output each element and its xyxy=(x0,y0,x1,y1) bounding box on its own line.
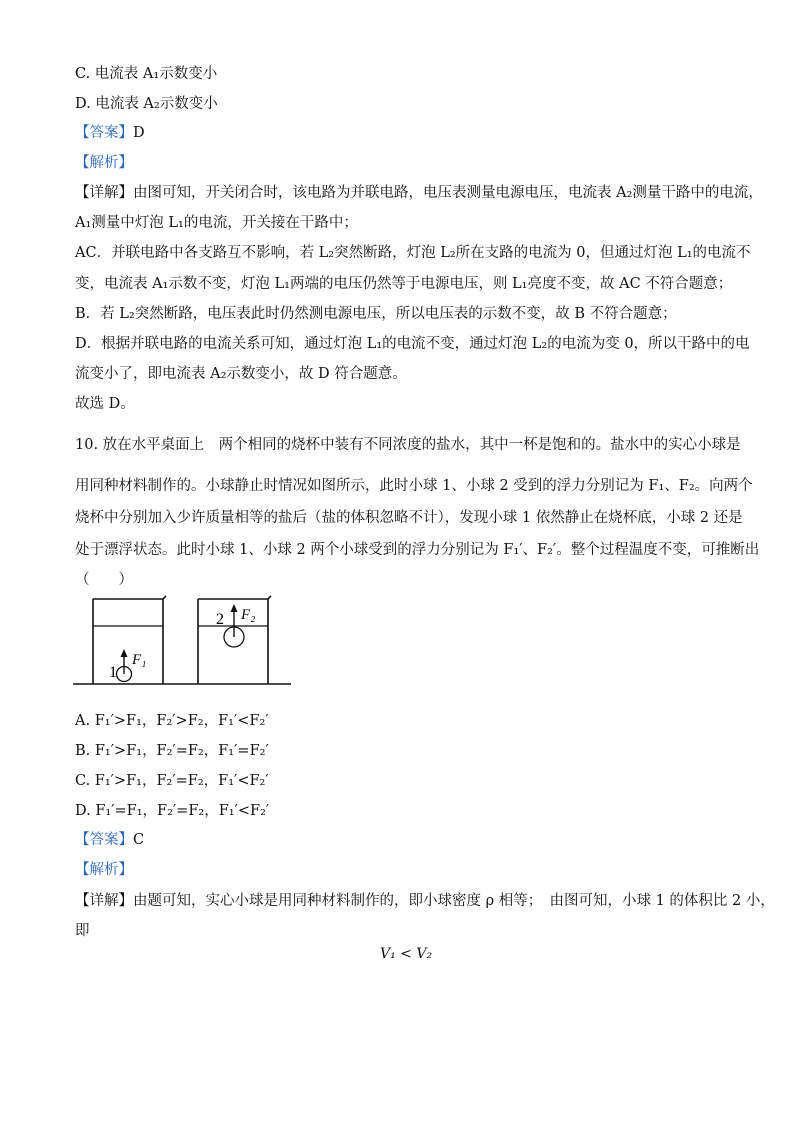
q10-option-d: D. F₁′=F₁，F₂′=F₂，F₁′<F₂′ xyxy=(75,803,270,819)
q10-stem-4: 处于漂浮状态。此时小球 1、小球 2 两个小球受到的浮力分别记为 F₁′、F₂′。整个过程温度不变，可推断出 xyxy=(75,542,760,558)
q10-detail-line-2: 即 xyxy=(75,923,90,939)
q10-detail-line-1 xyxy=(75,891,775,911)
answer-line xyxy=(75,123,145,143)
beakers-figure xyxy=(73,594,295,690)
q10-detail-text-1: 由题可知，实心小球是用同种材料制作的，即小球密度 ρ 相等； 由图可知，小球 1 的体积比 2 小， xyxy=(133,893,775,909)
volume-equation: V₁ < V₂ xyxy=(380,946,433,962)
option-c: C. 电流表 A₁示数变小 xyxy=(75,66,218,82)
detail-line-3: AC．并联电路中各支路互不影响，若 L₂突然断路，灯泡 L₂所在支路的电流为 0，但通过灯泡 L₁的电流不 xyxy=(75,245,751,261)
ball-2-label: 2 xyxy=(216,611,224,628)
q10-answer-line xyxy=(75,830,144,850)
q10-stem-2: 用同种材料制作的。小球静止时情况如图所示，此时小球 1、小球 2 受到的浮力分别记为 F₁、F₂。向两个 xyxy=(75,478,753,494)
force-2-label: F₂ xyxy=(241,607,256,623)
detail-tag: 【详解】 xyxy=(75,185,133,201)
q10-answer-tag: 【答案】 xyxy=(75,832,133,848)
detail-line-5: B．若 L₂突然断路，电压表此时仍然测电源电压，所以电压表的示数不变，故 B 不符合题意； xyxy=(75,306,677,322)
q10-option-b: B. F₁′>F₁，F₂′=F₂，F₁′=F₂′ xyxy=(75,743,269,759)
q10-detail-tag: 【详解】 xyxy=(75,893,133,909)
beaker-1 xyxy=(93,596,166,684)
answer-value: D xyxy=(133,125,145,141)
ball-1-label: 1 xyxy=(109,664,117,681)
q10-option-c: C. F₁′>F₁，F₂′=F₂，F₁′<F₂′ xyxy=(75,773,269,789)
q10-stem-1: 10. 放在水平桌面上 两个相同的烧杯中装有不同浓度的盐水，其中一杯是饱和的。盐水中的实心小球是 xyxy=(75,437,741,453)
beaker-2 xyxy=(198,596,271,684)
detail-line-4: 变，电流表 A₁示数不变，灯泡 L₁两端的电压仍然等于电源电压，则 L₁亮度不变，故 AC 不符合题意； xyxy=(75,276,733,292)
detail-text-1: 由图可知，开关闭合时，该电路为并联电路，电压表测量电源电压，电流表 A₂测量干路中的电流， xyxy=(133,185,763,201)
q10-analysis-line xyxy=(75,860,133,880)
analysis-line xyxy=(75,153,133,173)
detail-line-1 xyxy=(75,183,763,203)
option-d: D. 电流表 A₂示数变小 xyxy=(75,96,218,112)
q10-stem-3: 烧杯中分别加入少许质量相等的盐后（盐的体积忽略不计），发现小球 1 依然静止在烧杯底，小球 2 还是 xyxy=(75,510,743,526)
detail-line-2: A₁测量中灯泡 L₁的电流，开关接在干路中； xyxy=(75,215,358,231)
analysis-tag: 【解析】 xyxy=(75,155,133,171)
force-1-label: F₁ xyxy=(132,652,147,668)
q10-option-a: A. F₁′>F₁，F₂′>F₂，F₁′<F₂′ xyxy=(75,713,269,729)
answer-tag: 【答案】 xyxy=(75,125,133,141)
conclusion-line: 故选 D。 xyxy=(75,396,135,412)
q10-analysis-tag: 【解析】 xyxy=(75,862,133,878)
detail-line-7: 流变小了，即电流表 A₂示数变小，故 D 符合题意。 xyxy=(75,366,407,382)
q10-answer-value: C xyxy=(133,832,145,848)
detail-line-6: D．根据并联电路的电流关系可知，通过灯泡 L₁的电流不变，通过灯泡 L₂的电流为变 0，所以干路中的电 xyxy=(75,336,750,352)
q10-stem-5: （ ） xyxy=(75,572,133,588)
